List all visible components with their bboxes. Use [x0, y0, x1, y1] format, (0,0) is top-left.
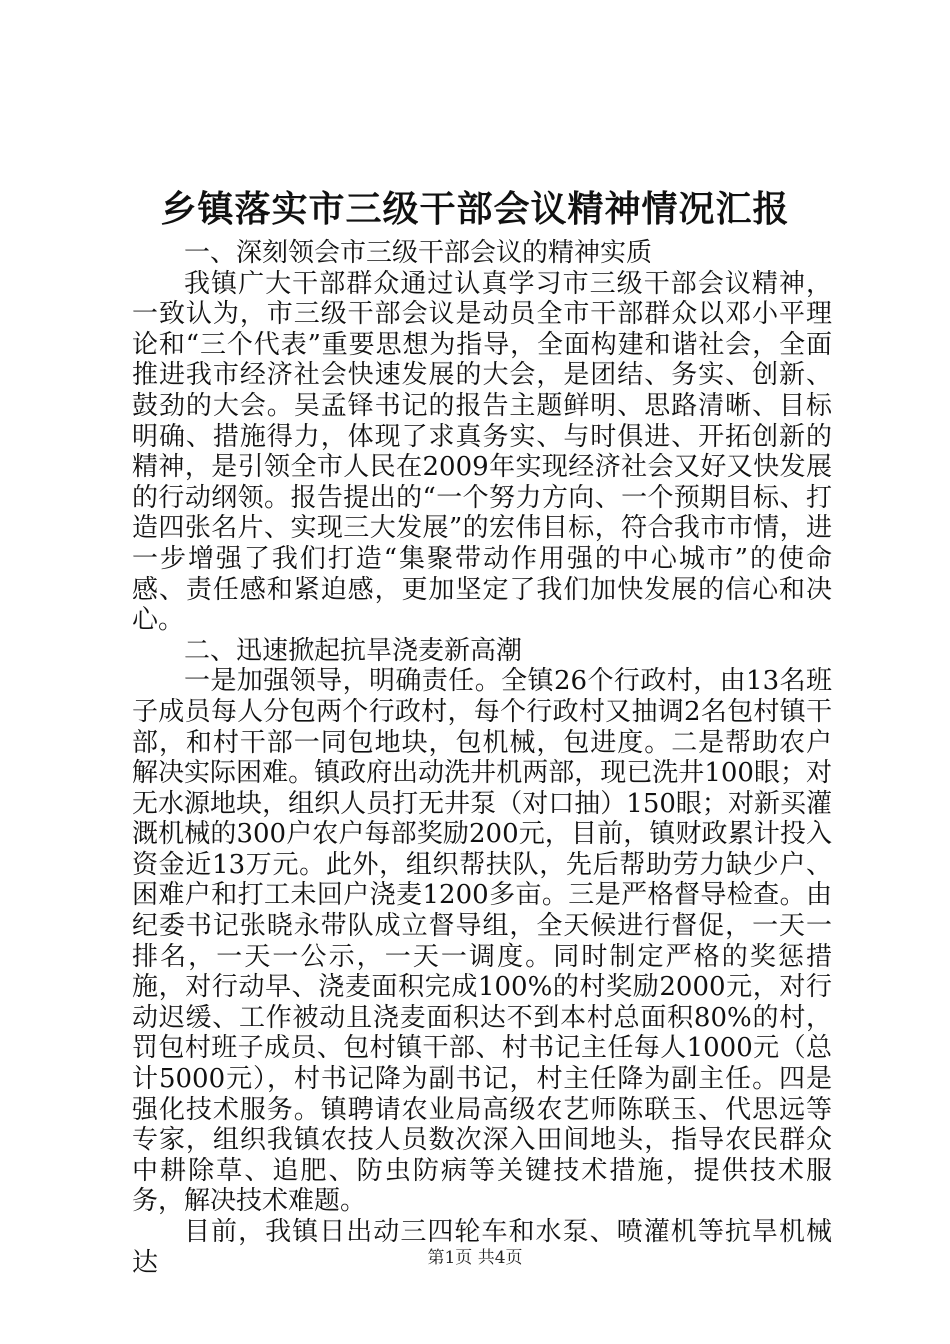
section-heading-1: 一、深刻领会市三级干部会议的精神实质 — [184, 238, 653, 268]
paragraph-1: 我镇广大干部群众通过认真学习市三级干部会议精神，一致认为，市三级干部会议是动员全市干部群众以邓小平理论和“三个代表”重要思想为指导，全面构建和谐社会，全面推进我市经济社会快速发展的大会，是团结、务实、创新、鼓劲的大会。吴孟铎书记的报告主题鲜明、思路清晰、目标明确、措施得力，体现了求真务实、与时俱进、开拓创新的精神，是引领全市人民在2009年实现经济社会又好又快发展的行动纲领。报告提出的“一个努力方向、一个预期目标、打造四张名片、实现三大发展”的宏伟目标，符合我市市情，进一步增强了我们打造“集聚带动作用强的中心城市”的使命感、责任感和紧迫感，更加坚定了我们加快发展的信心和决心。 — [132, 268, 832, 636]
paragraph-2: 一是加强领导，明确责任。全镇26个行政村，由13名班子成员每人分包两个行政村，每个行政村又抽调2名包村镇干部，和村干部一同包地块，包机械，包进度。二是帮助农户解决实际困难。镇政府出动洗井机两部，现已洗井100眼；对无水源地块，组织人员打无井泵（对口抽）150眼；对新买灌溉机械的300户农户每部奖励200元，目前，镇财政累计投入资金近13万元。此外，组织帮扶队，先后帮助劳力缺少户、困难户和打工未回户浇麦1200多亩。三是严格督导检查。由纪委书记张晓永带队成立督导组，全天候进行督促，一天一排名，一天一公示，一天一调度。同时制定严格的奖惩措施，对行动早、浇麦面积完成100%的村奖励2000元，对行动迟缓、工作被动且浇麦面积达不到本村总面积80%的村，罚包村班子成员、包村镇干部、村书记主任每人1000元（总计5000元），村书记降为副书记，村主任降为副主任。四是强化技术服务。镇聘请农业局高级农艺师陈联玉、代思远等专家，组织我镇农技人员数次深入田间地头，指导农民群众中耕除草、追肥、防虫防病等关键技术措施，提供技术服务，解决技术难题。 — [132, 666, 832, 1217]
document-title: 乡镇落实市三级干部会议精神情况汇报 — [160, 188, 790, 230]
document-body — [132, 238, 832, 1278]
section-heading-2: 二、迅速掀起抗旱浇麦新高潮 — [184, 635, 523, 666]
page-footer: 第1页 共4页 — [427, 1248, 523, 1268]
paragraph-3: 目前，我镇日出动三四轮车和水泵、喷灌机等抗旱机械达 — [132, 1217, 832, 1278]
